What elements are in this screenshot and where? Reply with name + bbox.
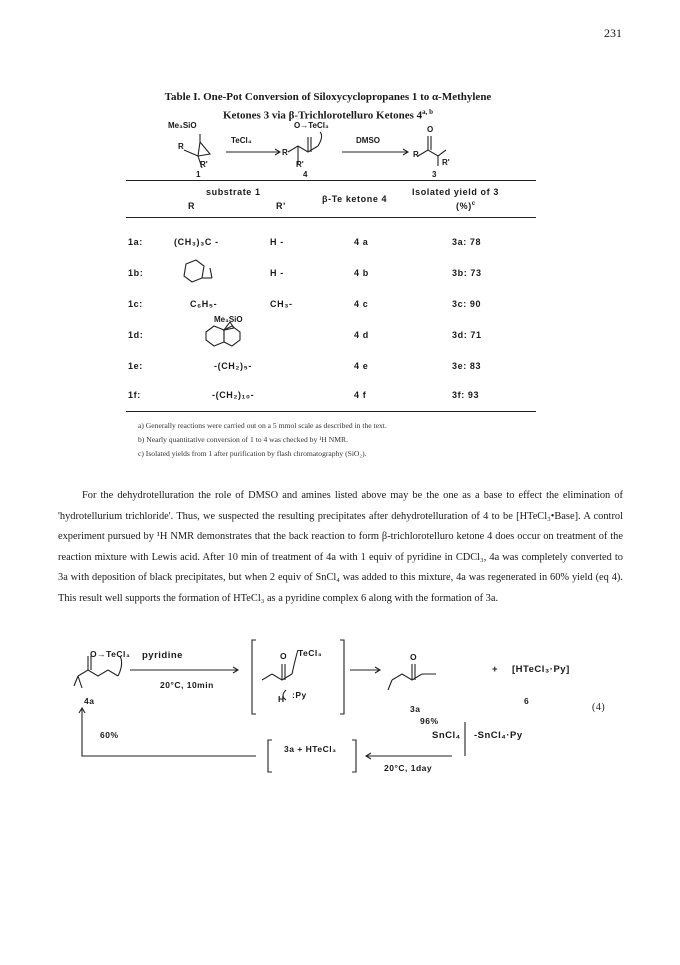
eq-conditions-2: 20°C, 1day xyxy=(384,763,433,773)
row-1d-bicyclic-structure xyxy=(196,322,256,350)
body-paragraph-text: For the dehydrotelluration the role of DMSO and amines listed above may be the one as a base to effect the elimination of 'hydrotellurium trichloride'. Thus, we suspected the resulting precipitates after dehydrotelluration of 4 to be [HTeCl₃•Base]. A control experiment pursued by ¹H NMR demonstrates that the back reaction to form β-trichlorotelluro ketone 4 does occur on treatment of the reaction mixture with Lewis acid. After 10 min of treatment of 4a with 1 equiv of pyridine in CDCl₃, 4a was completely converted to 3a with deposition of black precipitates, but when 2 equiv of SnCl₄ was added to this mixture, 4a was regenerated in 60% yield (eq 4). This result well supports the formation of HTeCl₃ as a pyridine complex 6 along with the formation of 3a. xyxy=(58,490,623,604)
table-rule-mid xyxy=(126,217,536,218)
scheme-arrow1-label: TeCl₄ xyxy=(231,136,252,145)
row-1a-id: 1a: xyxy=(128,237,143,247)
cyclohexane-ring xyxy=(184,260,204,282)
header-yield-line2 xyxy=(456,201,476,211)
eq-pyridine: pyridine xyxy=(142,650,183,661)
eq-bracket-right xyxy=(340,640,344,714)
header-rprime: R' xyxy=(276,201,286,211)
scheme-r3: R xyxy=(413,150,419,159)
footnote-b: b) Nearly quantitative conversion of 1 to 4 was checked by ¹H NMR. xyxy=(138,435,348,444)
header-beta-te: β-Te ketone 4 xyxy=(322,194,388,204)
scheme-me3sio: Me₃SiO xyxy=(168,121,197,130)
row-1b-yield: 3b: 73 xyxy=(452,268,482,278)
eq-bracket2-right xyxy=(352,740,356,772)
scheme-arrow2-label: DMSO xyxy=(356,136,380,145)
row-1e-yield: 3e: 83 xyxy=(452,361,482,371)
eq-bracket-left xyxy=(252,640,256,714)
bicyclic-cyclopropane xyxy=(224,322,234,330)
scheme-num4: 4 xyxy=(303,170,308,179)
eq-3a-label: 3a xyxy=(410,704,421,714)
eq-bracket-content: 3a + HTeCl₃ xyxy=(284,744,337,754)
row-1b-id: 1b: xyxy=(128,268,144,278)
scheme-o3: O xyxy=(427,125,434,134)
eq-4a-te-bond xyxy=(118,656,122,676)
row-1e-r: -(CH₂)₅- xyxy=(214,361,252,371)
eq-complex: [HTeCl₃·Py] xyxy=(512,664,570,675)
row-1f-r: -(CH₂)₁₀- xyxy=(212,390,255,400)
row-1d-id: 1d: xyxy=(128,330,144,340)
ketone4-chain xyxy=(288,146,318,152)
row-1c-yield: 3c: 90 xyxy=(452,299,482,309)
body-paragraph xyxy=(58,486,623,610)
table-title-line2-text: Ketones 3 via β-Trichlorotelluro Ketones 4 xyxy=(222,109,423,122)
eq-int-h: H xyxy=(278,694,285,704)
row-1e-ketone: 4 e xyxy=(354,361,369,371)
scheme-num1: 1 xyxy=(196,170,201,179)
row-1d-yield: 3d: 71 xyxy=(452,330,482,340)
row-1f-id: 1f: xyxy=(128,390,141,400)
eq-4a-chain xyxy=(78,670,118,676)
eq-yield-60: 60% xyxy=(100,730,119,740)
bond-r1 xyxy=(184,150,198,156)
row-1c-r: C₆H₅- xyxy=(190,299,218,309)
footnote-a: a) Generally reactions were carried out on a 5 mmol scale as described in the text. xyxy=(138,421,387,430)
row-1f-yield: 3f: 93 xyxy=(452,390,480,400)
row-1a-rp: H - xyxy=(270,237,284,247)
eq-sncl4: SnCl₄ xyxy=(432,730,461,741)
row-1b-cyclohexyl-structure xyxy=(176,258,216,286)
eq-3a-o: O xyxy=(410,652,418,662)
eq-int-chain xyxy=(262,674,292,680)
scheme-tecl3: O→TeCl₃ xyxy=(294,121,329,130)
eq-minus-sncl4py: -SnCl₄·Py xyxy=(474,730,523,741)
header-substrate: substrate 1 xyxy=(206,187,261,197)
eq-4a-tecl3: O→TeCl₃ xyxy=(90,649,131,659)
page-number: 231 xyxy=(604,26,622,40)
scheme-num3: 3 xyxy=(432,170,437,179)
row-1a-ketone: 4 a xyxy=(354,237,369,247)
eq-int-tecl3: TeCl₃ xyxy=(298,648,323,658)
header-yield-line1: Isolated yield of 3 xyxy=(412,187,499,197)
eq-3a-chain xyxy=(392,674,436,680)
row-1b-ketone: 4 b xyxy=(354,268,369,278)
row-1f-ketone: 4 f xyxy=(354,390,367,400)
eq-3a-tbu1 xyxy=(388,680,392,690)
eq-yield-96: 96% xyxy=(420,716,439,726)
row-1e-id: 1e: xyxy=(128,361,143,371)
table-title-line1: Table I. One-Pot Conversion of Siloxycyclopropanes 1 to α-Methylene xyxy=(164,91,492,103)
scheme-rp3: R' xyxy=(442,158,450,167)
eq-4a-label: 4a xyxy=(84,696,95,706)
footnote-c: c) Isolated yields from 1 after purification by flash chromatography (SiO₂). xyxy=(138,449,367,458)
scheme-r4: R xyxy=(282,148,288,157)
row-1d-ketone: 4 d xyxy=(354,330,369,340)
eq-int-o: O xyxy=(280,651,288,661)
eq-number: (4) xyxy=(592,702,606,713)
cyclohexane-bond2 xyxy=(210,268,212,278)
ketone4-te-bond xyxy=(318,132,322,146)
eq-4a-tbu2 xyxy=(78,676,82,688)
eq-bracket2-left xyxy=(268,740,272,772)
table-rule-top xyxy=(126,180,536,181)
row-1c-ketone: 4 c xyxy=(354,299,369,309)
scheme-r1: R xyxy=(178,142,184,151)
eq-plus: + xyxy=(492,664,499,675)
row-1c-rp: CH₃- xyxy=(270,299,293,309)
row-1c-id: 1c: xyxy=(128,299,143,309)
table-rule-bottom xyxy=(126,411,536,412)
row-1b-rp: H - xyxy=(270,268,284,278)
enone3-chain xyxy=(418,150,446,156)
header-yield-sup: c xyxy=(471,201,476,207)
table-title-sup: a, b xyxy=(422,108,434,116)
header-yield-pct: (%) xyxy=(456,201,472,211)
row-1a-r: (CH₃)₃C - xyxy=(174,237,219,247)
scheme-rp1: R' xyxy=(200,160,208,169)
eq-4a-tbu1 xyxy=(74,676,78,686)
scheme-rp4: R' xyxy=(296,160,304,169)
eq-int-py: :Py xyxy=(292,690,307,700)
cyclopropane-ring xyxy=(198,142,210,156)
eq-6-label: 6 xyxy=(524,696,530,706)
bicyclic-ring-left xyxy=(206,326,224,346)
eq-conditions-1: 20°C, 10min xyxy=(160,680,214,690)
header-r: R xyxy=(188,201,196,211)
row-1a-yield: 3a: 78 xyxy=(452,237,482,247)
row-1d-me3sio: Me₃SiO xyxy=(214,315,243,324)
